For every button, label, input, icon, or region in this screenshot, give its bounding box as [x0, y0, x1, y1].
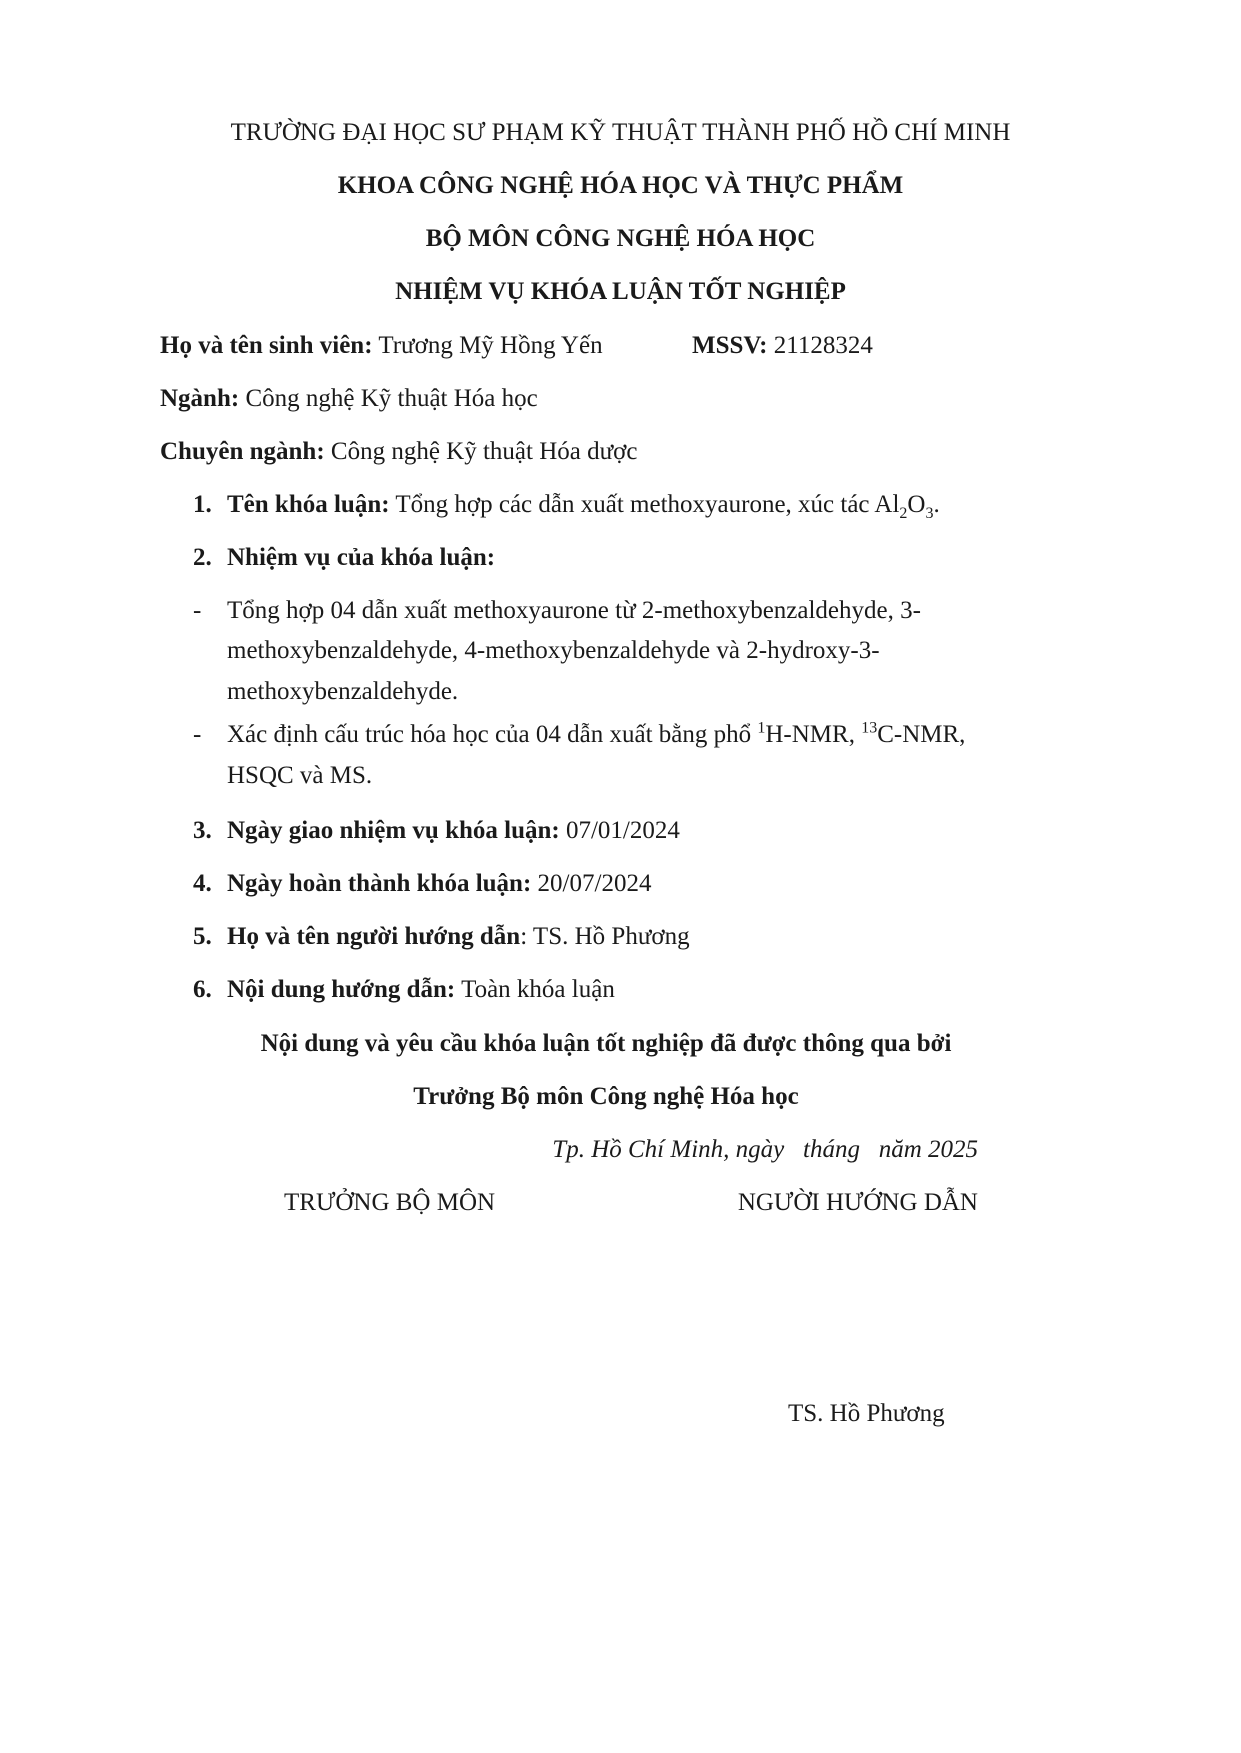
task1-bullet: -: [193, 597, 202, 624]
advisor-row: [227, 922, 690, 952]
thesis-name-label: Tên khóa luận:: [227, 491, 390, 518]
task1-line2: methoxybenzaldehyde, 4-methoxybenzaldehyde và 2-hydroxy-3-: [227, 637, 880, 664]
item-number-5: 5.: [193, 923, 212, 950]
item-number-6: 6.: [193, 976, 212, 1003]
assign-date-label: Ngày giao nhiệm vụ khóa luận:: [227, 817, 560, 844]
complete-date-label: Ngày hoàn thành khóa luận:: [227, 870, 532, 897]
guidance-row: [227, 975, 615, 1005]
specialization-row: [160, 437, 638, 467]
faculty-name: KHOA CÔNG NGHỆ HÓA HỌC VÀ THỰC PHẨM: [337, 172, 904, 199]
specialization-label: Chuyên ngành:: [160, 438, 325, 465]
assign-date-row: [227, 816, 680, 846]
student-id-row: [692, 331, 873, 361]
approval-line2: Trưởng Bộ môn Công nghệ Hóa học: [413, 1083, 799, 1110]
major-label: Ngành:: [160, 385, 240, 412]
task1-line3: methoxybenzaldehyde.: [227, 678, 459, 705]
thesis-name-row: [227, 490, 940, 520]
document-title: NHIỆM VỤ KHÓA LUẬN TỐT NGHIỆP: [395, 278, 846, 305]
item-number-1: 1.: [193, 491, 212, 518]
department-name: BỘ MÔN CÔNG NGHỆ HÓA HỌC: [425, 225, 816, 252]
major: Công nghệ Kỹ thuật Hóa học: [245, 385, 538, 412]
student-id: 21128324: [773, 332, 873, 359]
head-of-department-title: TRƯỞNG BỘ MÔN: [284, 1189, 496, 1216]
task2-bullet: -: [193, 721, 202, 748]
item-number-4: 4.: [193, 870, 212, 897]
advisor-label: Họ và tên người hướng dẫn: [227, 923, 521, 950]
assign-date: 07/01/2024: [565, 817, 680, 844]
advisor-signature-name: TS. Hồ Phương: [788, 1400, 945, 1427]
specialization: Công nghệ Kỹ thuật Hóa dược: [330, 438, 638, 465]
date-line: Tp. Hồ Chí Minh, ngày tháng năm 2025: [552, 1136, 978, 1163]
approval-line1: Nội dung và yêu cầu khóa luận tốt nghiệp đã được thông qua bởi: [260, 1030, 952, 1057]
advisor-name: : TS. Hồ Phương: [520, 923, 690, 950]
thesis-name: Tổng hợp các dẫn xuất methoxyaurone, xúc tác $Al_2O_3$.: [395, 491, 940, 522]
university-name: TRƯỜNG ĐẠI HỌC SƯ PHẠM KỸ THUẬT THÀNH PHỐ HỒ CHÍ MINH: [230, 119, 1011, 146]
item-number-2: 2.: [193, 544, 212, 571]
task2-line2: HSQC và MS.: [227, 762, 373, 789]
student-name: Trương Mỹ Hồng Yến: [378, 332, 603, 359]
complete-date: 20/07/2024: [537, 870, 652, 897]
tasks-label: Nhiệm vụ của khóa luận:: [227, 544, 496, 571]
student-name-row: [160, 331, 603, 361]
student-name-label: Họ và tên sinh viên:: [160, 332, 373, 359]
guidance: Toàn khóa luận: [461, 976, 615, 1003]
major-row: [160, 384, 538, 414]
guidance-label: Nội dung hướng dẫn:: [227, 976, 456, 1003]
advisor-title: NGƯỜI HƯỚNG DẪN: [737, 1189, 978, 1216]
complete-date-row: [227, 869, 651, 899]
item-number-3: 3.: [193, 817, 212, 844]
task1-line1: Tổng hợp 04 dẫn xuất methoxyaurone từ 2-methoxybenzaldehyde, 3-: [227, 597, 921, 624]
task2-line1: Xác định cấu trúc hóa học của 04 dẫn xuất bằng phổ $^1$H-NMR, $^{13}$C-NMR,: [227, 719, 966, 748]
student-id-label: MSSV:: [692, 332, 768, 359]
